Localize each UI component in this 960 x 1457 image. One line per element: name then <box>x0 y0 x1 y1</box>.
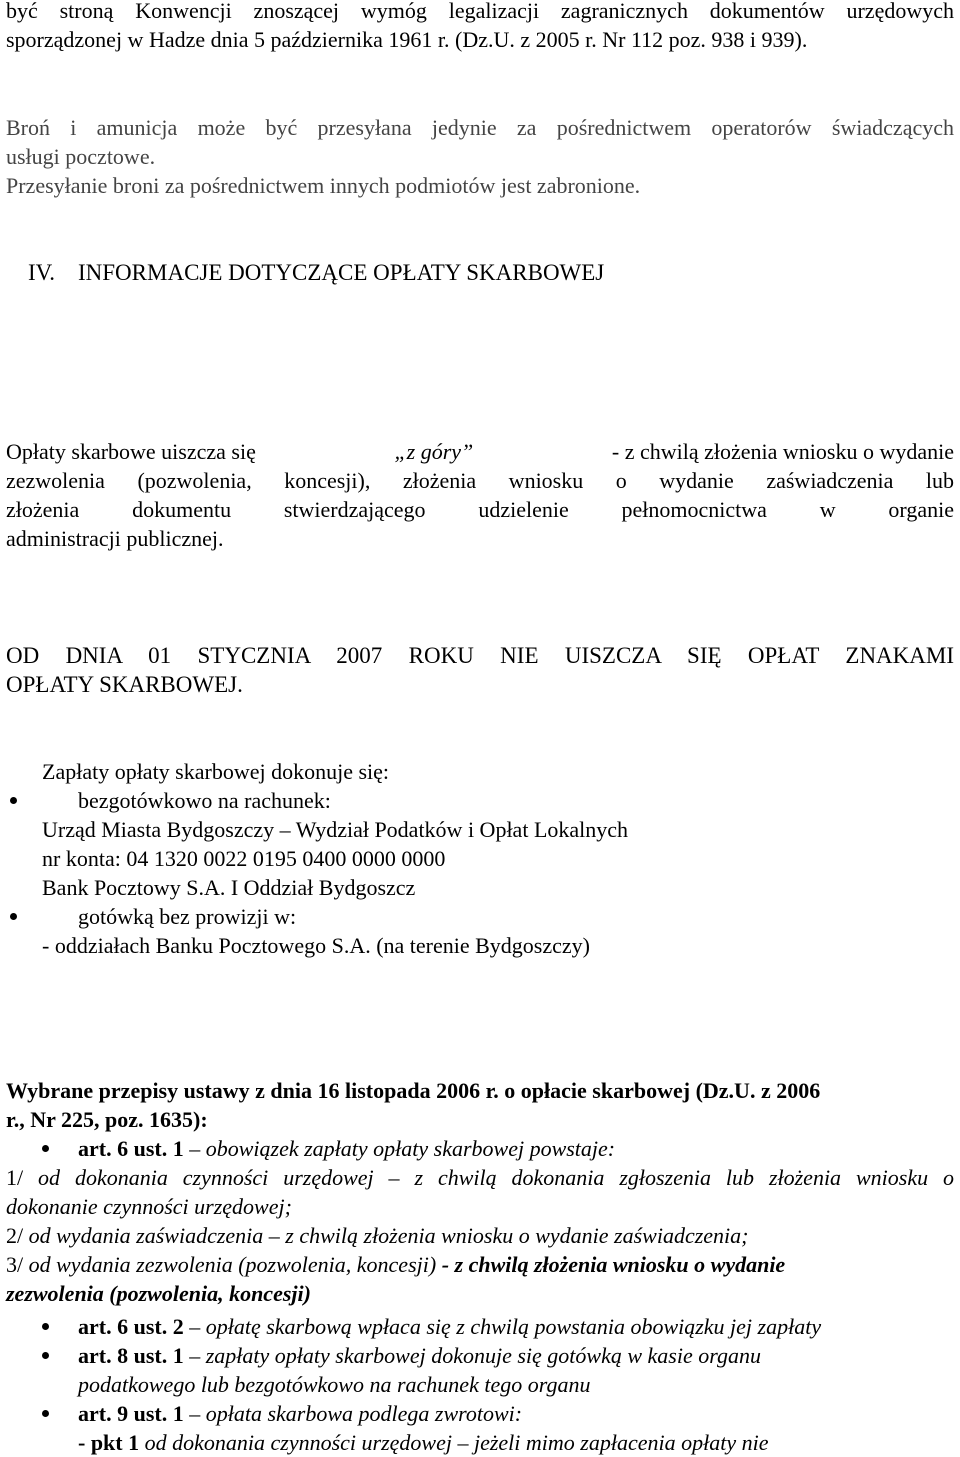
art9-1 <box>78 1399 522 1428</box>
art8-1-line-1 <box>78 1341 761 1370</box>
fee-line-3: złożenia dokumentu stwierdzającego udzielenie pełnomocnictwa w organie <box>6 497 954 522</box>
point-2-text: od wydania zaświadczenia – z chwilą złożenia wniosku o wydanie zaświadczenia; <box>28 1223 749 1248</box>
art6-2-label: art. 6 ust. 2 <box>78 1314 184 1339</box>
weapons-line-2: usługi pocztowe. <box>6 144 156 169</box>
point-2-label: 2/ <box>6 1223 24 1248</box>
weapons-line-3: Przesyłanie broni za pośrednictwem innych podmiotów jest zabronione. <box>6 173 641 198</box>
point-1-line-2: dokonanie czynności urzędowej; <box>6 1194 292 1219</box>
point-3-line-2: zezwolenia (pozwolenia, koncesji) <box>6 1281 311 1306</box>
regulations-heading-1: Wybrane przepisy ustawy z dnia 16 listopada 2006 r. o opłacie skarbowej (Dz.U. z 2006 <box>6 1078 821 1103</box>
payment-account: nr konta: 04 1320 0022 0195 0400 0000 0000 <box>42 846 446 871</box>
bullet-icon <box>10 797 17 804</box>
art6-1-text: – obowiązek zapłaty opłaty skarbowej powstaje: <box>189 1136 616 1161</box>
fee-line-2: zezwolenia (pozwolenia, koncesji), złożenia wniosku o wydanie zaświadczenia lub <box>6 468 954 493</box>
intro-line-2: sporządzonej w Hadze dnia 5 października 1961 r. (Dz.U. z 2005 r. Nr 112 poz. 938 i 939). <box>6 27 808 52</box>
art6-2-text: – opłatę skarbową wpłaca się z chwilą powstania obowiązku jej zapłaty <box>189 1314 822 1339</box>
payment-bullet-transfer: bezgotówkowo na rachunek: <box>78 788 331 813</box>
payment-bank: Bank Pocztowy S.A. I Oddział Bydgoszcz <box>42 875 416 900</box>
point-1-text: od dokonania czynności urzędowej – z chwilą dokonania zgłoszenia lub złożenia wniosku o <box>38 1165 954 1190</box>
point-3-bold: - z chwilą złożenia wniosku o wydanie <box>441 1252 786 1277</box>
bullet-icon <box>42 1323 49 1330</box>
point-3-line-1 <box>6 1250 785 1279</box>
bullet-icon <box>42 1352 49 1359</box>
fee-line-4: administracji publicznej. <box>6 526 224 551</box>
art9-1-text: – opłata skarbowa podlega zwrotowi: <box>189 1401 523 1426</box>
notice-line-2: OPŁATY SKARBOWEJ. <box>6 672 243 697</box>
payment-recipient: Urząd Miasta Bydgoszczy – Wydział Podatków i Opłat Lokalnych <box>42 817 629 842</box>
fee-text-c: - z chwilą złożenia wniosku o wydanie <box>611 439 954 464</box>
fee-text-quote: „z góry” <box>394 439 474 464</box>
payment-bullet-cash: gotówką bez prowizji w: <box>78 904 297 929</box>
point-3-label: 3/ <box>6 1252 24 1277</box>
art6-2 <box>78 1312 821 1341</box>
point-1-label: 1/ <box>6 1165 24 1190</box>
pkt1-text: od dokonania czynności urzędowej – jeżeli mimo zapłacenia opłaty nie <box>144 1430 769 1455</box>
art8-1-label: art. 8 ust. 1 <box>78 1343 184 1368</box>
weapons-line-1: Broń i amunicja może być przesyłana jedynie za pośrednictwem operatorów świadczących <box>6 115 954 140</box>
art8-1-line-2: podatkowego lub bezgotówkowo na rachunek tego organu <box>78 1372 591 1397</box>
art6-1 <box>78 1134 615 1163</box>
bullet-icon <box>42 1145 49 1152</box>
bullet-icon <box>10 913 17 920</box>
notice-line-1: OD DNIA 01 STYCZNIA 2007 ROKU NIE UISZCZA SIĘ OPŁAT ZNAKAMI <box>6 643 954 668</box>
regulations-heading-2: r., Nr 225, poz. 1635): <box>6 1107 208 1132</box>
section-number: IV. <box>28 260 56 285</box>
payment-heading: Zapłaty opłaty skarbowej dokonuje się: <box>42 759 390 784</box>
art6-1-label: art. 6 ust. 1 <box>78 1136 184 1161</box>
bullet-icon <box>42 1410 49 1417</box>
pkt1-label: - pkt 1 <box>78 1430 140 1455</box>
pkt1 <box>78 1428 768 1457</box>
fee-line-1 <box>6 437 954 466</box>
payment-branches: - oddziałach Banku Pocztowego S.A. (na terenie Bydgoszczy) <box>42 933 590 958</box>
point-2 <box>6 1221 749 1250</box>
intro-line-1: być stroną Konwencji znoszącej wymóg legalizacji zagranicznych dokumentów urzędowych <box>6 0 954 23</box>
art8-1-text: – zapłaty opłaty skarbowej dokonuje się gotówką w kasie organu <box>189 1343 761 1368</box>
fee-text-a: Opłaty skarbowe uiszcza się <box>6 439 256 464</box>
art9-1-label: art. 9 ust. 1 <box>78 1401 184 1426</box>
section-title: INFORMACJE DOTYCZĄCE OPŁATY SKARBOWEJ <box>78 260 605 285</box>
point-3-text: od wydania zezwolenia (pozwolenia, koncesji) <box>28 1252 437 1277</box>
point-1-line-1 <box>6 1163 954 1192</box>
